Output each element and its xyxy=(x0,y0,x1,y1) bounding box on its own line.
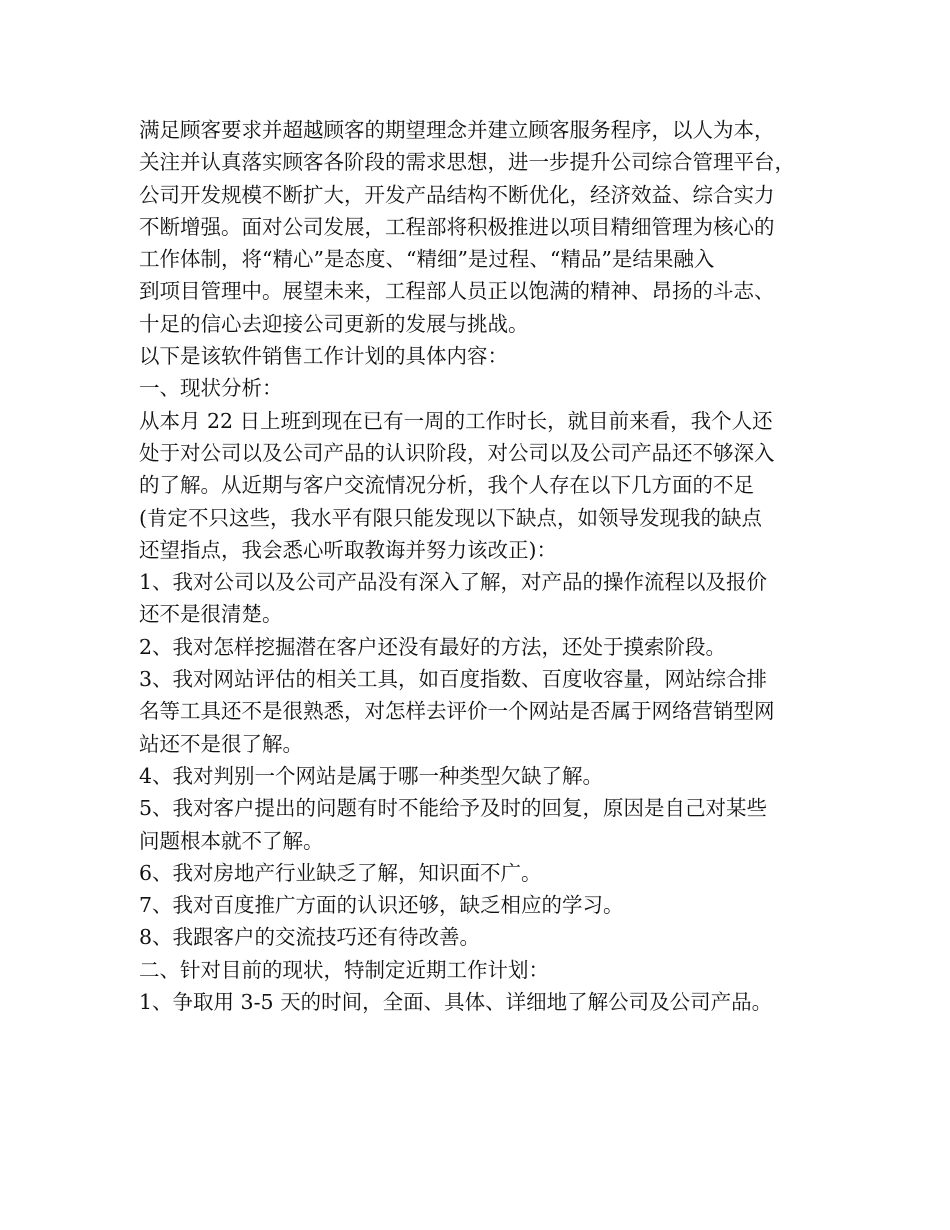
list-item: 6、我对房地产行业缺乏了解，知识面不广。 xyxy=(139,860,542,885)
list-item-continuation: 名等工具还不是很熟悉，对怎样去评价一个网站是否属于网络营销型网 xyxy=(139,699,775,724)
text-line: 不断增强。面对公司发展，工程部将积极推进以项目精细管理为核心的 xyxy=(139,214,775,239)
list-item-continuation: 站还不是很了解。 xyxy=(139,731,303,756)
list-item-continuation: 还不是很清楚。 xyxy=(139,602,283,627)
text-line: 十足的信心去迎接公司更新的发展与挑战。 xyxy=(139,311,529,336)
list-item: 8、我跟客户的交流技巧还有待改善。 xyxy=(139,925,481,950)
text-line: (肯定不只这些，我水平有限只能发现以下缺点，如领导发现我的缺点 xyxy=(139,505,762,530)
list-item: 5、我对客户提出的问题有时不能给予及时的回复，原因是自己对某些 xyxy=(139,796,768,821)
text-line: 满足顾客要求并超越顾客的期望理念并建立顾客服务程序，以人为本， xyxy=(139,118,775,142)
text-line: 公司开发规模不断扩大，开发产品结构不断优化，经济效益、综合实力 xyxy=(139,182,775,207)
section-heading: 二、针对目前的现状，特制定近期工作计划： xyxy=(139,957,549,982)
intro-line: 以下是该软件销售工作计划的具体内容： xyxy=(139,344,508,369)
list-item: 3、我对网站评估的相关工具，如百度指数、百度收容量，网站综合排 xyxy=(139,667,768,692)
document-body xyxy=(139,114,839,1018)
list-item-continuation: 问题根本就不了解。 xyxy=(139,828,324,853)
text-line: 从本月 22 日上班到现在已有一周的工作时长，就目前来看，我个人还 xyxy=(139,408,773,433)
text-line: 处于对公司以及公司产品的认识阶段，对公司以及公司产品还不够深入 xyxy=(139,440,775,465)
text-line: 到项目管理中。展望未来，工程部人员正以饱满的精神、昂扬的斗志、 xyxy=(139,279,775,304)
list-item: 7、我对百度推广方面的认识还够，缺乏相应的学习。 xyxy=(139,893,624,918)
list-item: 1、争取用 3-5 天的时间，全面、具体、详细地了解公司及公司产品。 xyxy=(139,990,773,1015)
section-heading: 一、现状分析： xyxy=(139,376,283,401)
text-line: 工作体制，将“精心”是态度、“精细”是过程、“精品”是结果融入 xyxy=(139,247,715,272)
text-line: 还望指点，我会悉心听取教诲并努力该改正)： xyxy=(139,537,557,562)
list-item: 2、我对怎样挖掘潜在客户还没有最好的方法，还处于摸索阶段。 xyxy=(139,634,727,659)
list-item: 1、我对公司以及公司产品没有深入了解，对产品的操作流程以及报价 xyxy=(139,570,768,595)
list-item: 4、我对判别一个网站是属于哪一种类型欠缺了解。 xyxy=(139,763,604,788)
text-line: 的了解。从近期与客户交流情况分析，我个人存在以下几方面的不足 xyxy=(139,473,754,498)
text-line: 关注并认真落实顾客各阶段的需求思想，进一步提升公司综合管理平台， xyxy=(139,150,795,175)
